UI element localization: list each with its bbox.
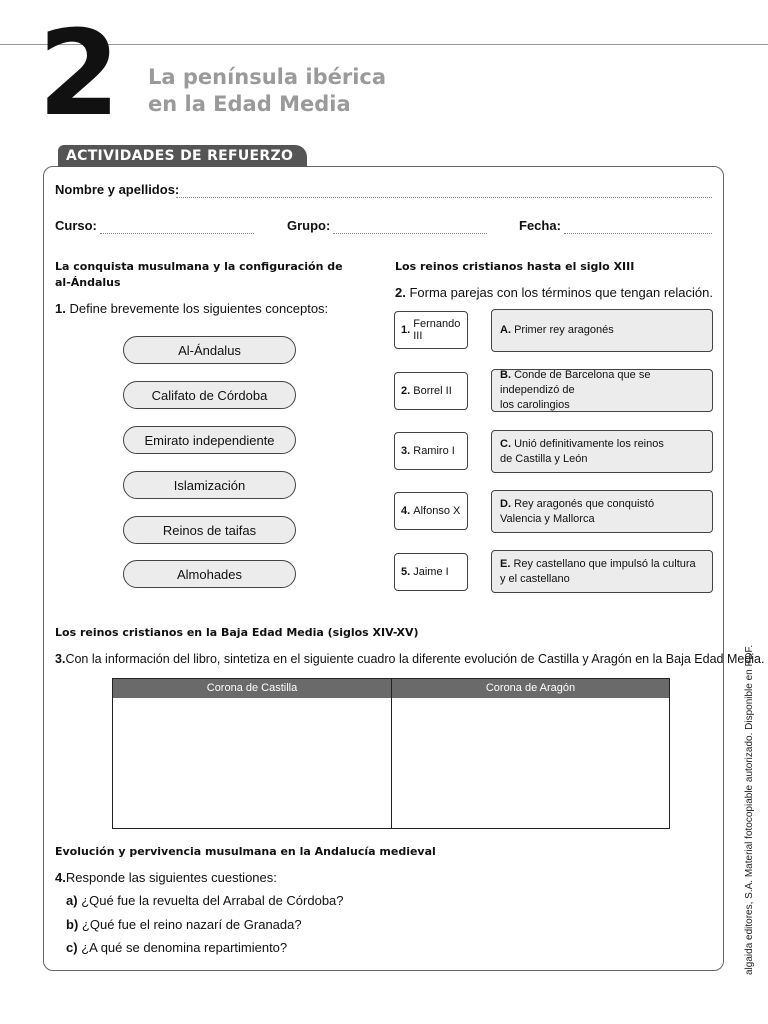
table-cell-castilla[interactable]: [113, 698, 391, 828]
question-2-text: Forma parejas con los términos que tengan relación.: [409, 285, 713, 300]
comparison-table: [112, 678, 670, 829]
section4-title: Evolución y pervivencia musulmana en la Andalucía medieval: [55, 845, 436, 858]
subquestion-letter: a): [66, 893, 78, 908]
concept-pill: Reinos de taifas: [123, 516, 296, 544]
table-header-castilla: Corona de Castilla: [113, 679, 391, 698]
question-4-text: Responde las siguientes cuestiones:: [65, 870, 277, 885]
question-1-number: 1.: [55, 301, 66, 316]
term-text: Fernando III: [413, 318, 461, 342]
term-text: Alfonso X: [413, 505, 461, 517]
subquestion-text: ¿Qué fue la revuelta del Arrabal de Córdoba?: [81, 893, 344, 908]
term-text: Ramiro I: [413, 445, 455, 457]
definition-line1: Rey castellano que impulsó la cultura: [513, 557, 696, 570]
table-header-aragon: Corona de Aragón: [392, 679, 669, 698]
table-cell-aragon[interactable]: [392, 698, 669, 828]
definition-letter: C.: [500, 437, 511, 450]
definition-letter: A.: [500, 324, 511, 336]
course-field[interactable]: [100, 233, 254, 234]
name-label: Nombre y apellidos:: [55, 182, 180, 197]
name-field[interactable]: [176, 197, 712, 198]
date-label: Fecha:: [519, 218, 561, 233]
section2-title: Los reinos cristianos hasta el siglo XIII: [395, 260, 635, 273]
term-box: [394, 553, 468, 591]
term-box: [394, 492, 468, 530]
definition-letter: B.: [500, 369, 511, 381]
term-number: 5.: [401, 566, 411, 578]
term-number: 1.: [401, 324, 411, 336]
subquestion-letter: b): [66, 917, 79, 932]
definition-box: [491, 309, 713, 352]
concept-pill: Islamización: [123, 471, 296, 499]
group-label: Grupo:: [287, 218, 331, 233]
term-box: [394, 311, 468, 349]
definition-line1: Conde de Barcelona que se independizó de: [500, 369, 651, 396]
term-number: 2.: [401, 385, 411, 397]
definition-box: [491, 550, 713, 593]
definition-line2: y el castellano: [500, 572, 570, 585]
subquestion-text: ¿A qué se denomina repartimiento?: [81, 940, 288, 955]
subquestion-text: ¿Qué fue el reino nazarí de Granada?: [81, 917, 302, 932]
question-3: [55, 651, 765, 667]
subquestion-a: [66, 893, 344, 909]
term-text: Borrel II: [413, 385, 452, 397]
question-4-number: 4.: [55, 870, 66, 885]
concept-pill: Al-Ándalus: [123, 336, 296, 364]
definition-box: [491, 490, 713, 533]
section-tab: ACTIVIDADES DE REFUERZO: [58, 145, 307, 167]
concept-pill: Califato de Córdoba: [123, 381, 296, 409]
section1-title-line1: La conquista musulmana y la configuración de: [55, 260, 343, 273]
definition-line2: Valencia y Mallorca: [500, 512, 595, 525]
term-number: 3.: [401, 445, 411, 457]
date-field[interactable]: [564, 233, 712, 234]
section3-title: Los reinos cristianos en la Baja Edad Media (siglos XIV-XV): [55, 626, 419, 639]
term-text: Jaime I: [413, 566, 449, 578]
definition-line2: de Castilla y León: [500, 452, 588, 465]
title-line-2: en la Edad Media: [148, 92, 351, 116]
subquestion-c: [66, 940, 287, 956]
question-3-text: Con la información del libro, sintetiza en el siguiente cuadro la diferente evolución de Castilla y Aragón en la Baja Edad Media.: [65, 652, 765, 666]
subquestion-letter: c): [66, 940, 78, 955]
definition-line1: Rey aragonés que conquistó: [514, 497, 655, 510]
definition-box: [491, 369, 713, 412]
definition-line1: Primer rey aragonés: [514, 324, 614, 336]
subquestion-b: [66, 917, 302, 933]
definition-line1: Unió definitivamente los reinos: [514, 437, 664, 450]
section1-title-line2: al-Ándalus: [55, 276, 121, 289]
question-2: [395, 285, 713, 301]
question-1: [55, 301, 328, 317]
question-3-number: 3.: [55, 652, 66, 666]
concept-pill: Emirato independiente: [123, 426, 296, 454]
definition-letter: D.: [500, 497, 511, 510]
group-field[interactable]: [333, 233, 487, 234]
term-box: [394, 372, 468, 410]
definition-box: [491, 430, 713, 473]
course-label: Curso:: [55, 218, 97, 233]
question-2-number: 2.: [395, 285, 406, 300]
term-number: 4.: [401, 505, 411, 517]
term-box: [394, 432, 468, 470]
question-1-text: Define brevemente los siguientes conceptos:: [69, 301, 329, 316]
question-4: [55, 870, 277, 886]
unit-number: 2: [38, 4, 117, 142]
title-line-1: La península ibérica: [148, 65, 387, 89]
concept-pill: Almohades: [123, 560, 296, 588]
definition-line2: los carolingios: [500, 399, 570, 411]
copyright-side-note: algaida editores, S.A. Material fotocopiable autorizado. Disponible en PDF.: [744, 644, 755, 975]
definition-letter: E.: [500, 557, 511, 570]
